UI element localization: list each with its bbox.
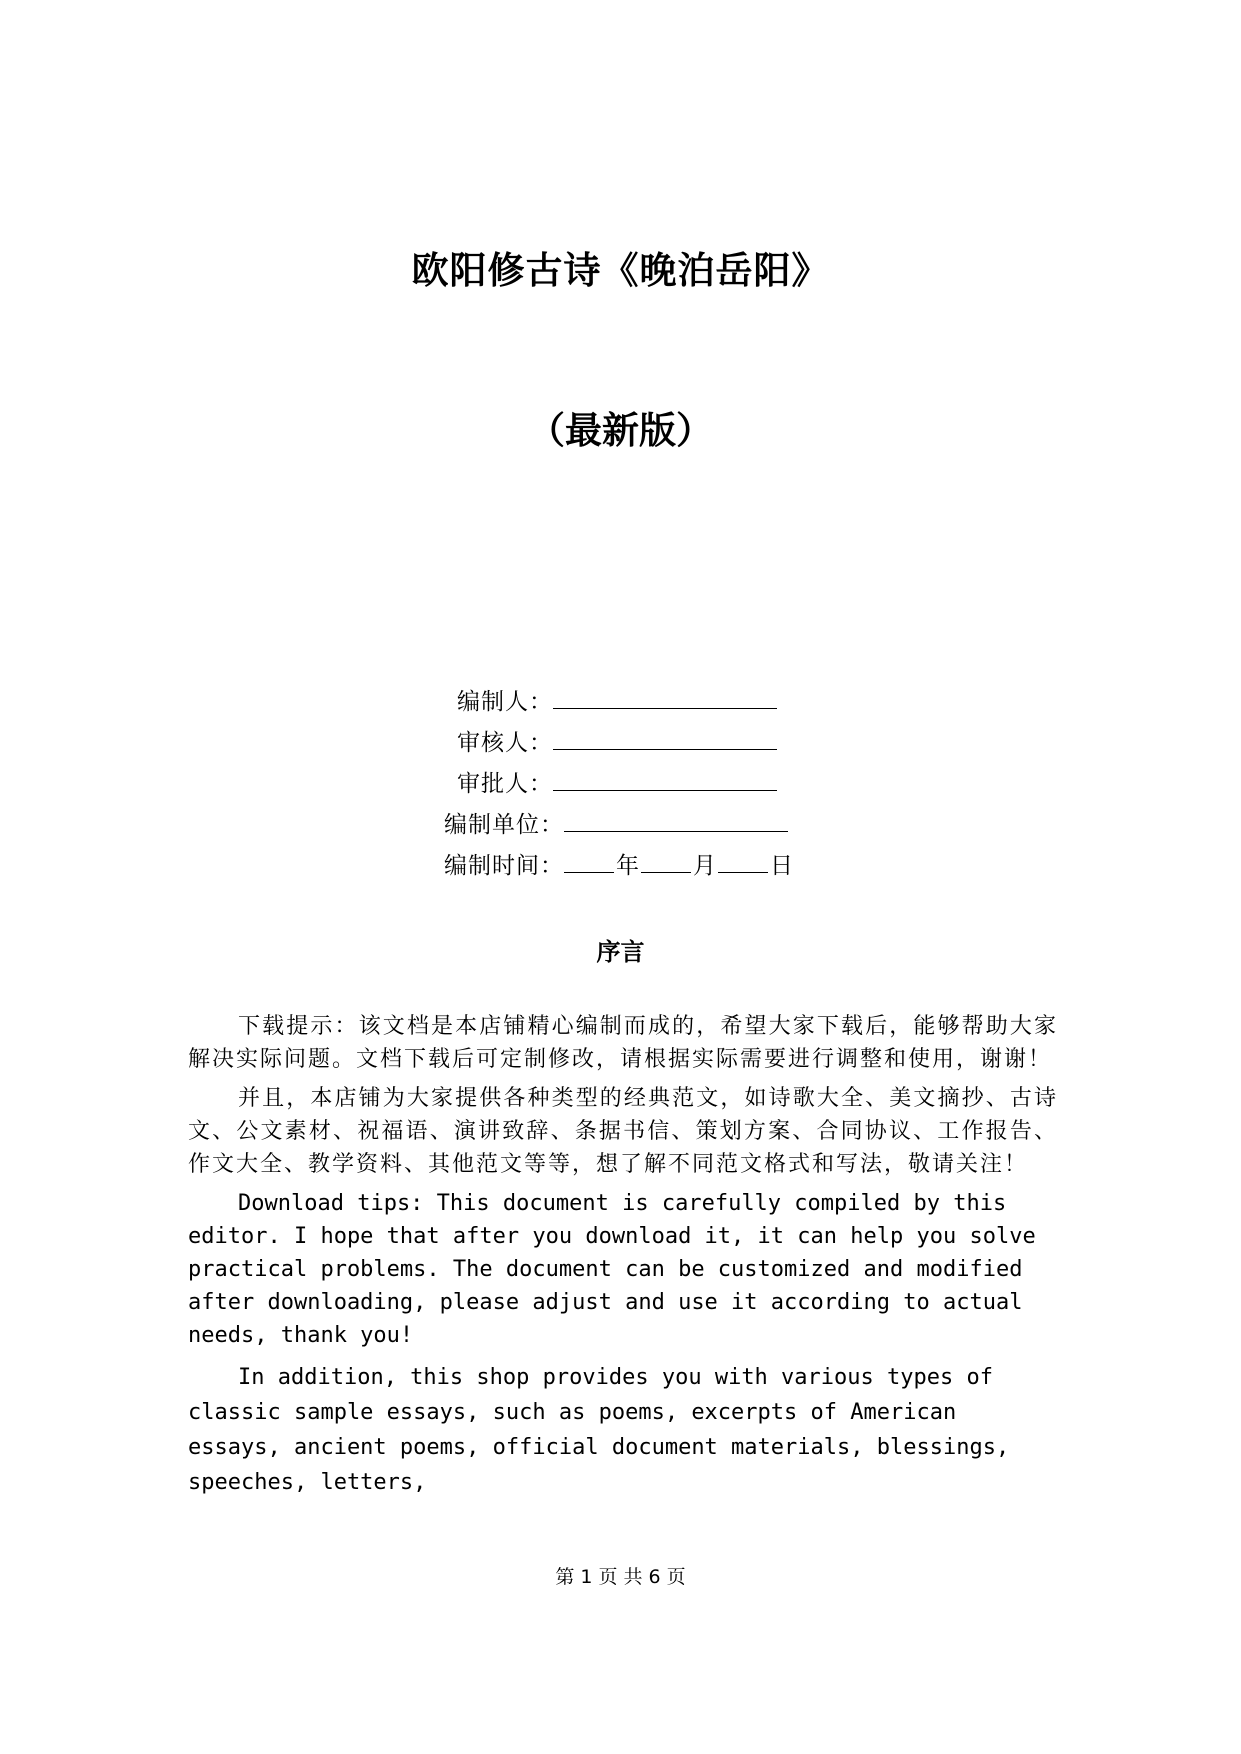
reviewer-blank[interactable] [553, 727, 777, 750]
preface-heading: 序言 [596, 938, 645, 966]
month-blank[interactable] [641, 850, 691, 873]
shop-intro-en: In addition, this shop provides you with various types of classic sample essays, such as poems, excerpts of American essays, ancient poems, official document materials, blessings, speeches, letters, [188, 1365, 1010, 1495]
preface-body [188, 1010, 1058, 1508]
month-unit: 月 [693, 853, 716, 879]
time-label: 编制时间： [444, 853, 564, 879]
document-title: 欧阳修古诗《晚泊岳阳》 [411, 249, 830, 292]
unit-blank[interactable] [564, 809, 788, 832]
compiler-label: 编制人： [457, 689, 553, 715]
download-tip-cn: 下载提示：该文档是本店铺精心编制而成的，希望大家下载后，能够帮助大家解决实际问题。文档下载后可定制修改，请根据实际需要进行调整和使用，谢谢！ [188, 1014, 1058, 1072]
approver-blank[interactable] [553, 768, 777, 791]
approver-label: 审批人： [457, 771, 553, 797]
reviewer-label: 审核人： [457, 730, 553, 756]
reviewer-row [444, 723, 884, 764]
page-footer: 第 1 页 共 6 页 [555, 1566, 686, 1588]
year-blank[interactable] [564, 850, 614, 873]
time-row [444, 846, 884, 887]
day-blank[interactable] [718, 850, 768, 873]
approver-row [444, 764, 884, 805]
unit-label: 编制单位： [444, 812, 564, 838]
day-unit: 日 [770, 853, 793, 879]
document-subtitle: （最新版） [528, 409, 713, 452]
shop-intro-cn: 并且，本店铺为大家提供各种类型的经典范文，如诗歌大全、美文摘抄、古诗文、公文素材、祝福语、演讲致辞、条据书信、策划方案、合同协议、工作报告、作文大全、教学资料、其他范文等等，想了解不同范文格式和写法，敬请关注！ [188, 1086, 1058, 1177]
approval-form [444, 682, 884, 887]
year-unit: 年 [616, 853, 639, 879]
download-tip-en: Download tips: This document is carefully compiled by this editor. I hope that after you download it, it can help you solve practical problems. The document can be customized and modified after downloading, please adjust and use it according to actual needs, thank you! [188, 1191, 1036, 1348]
compiler-row [444, 682, 884, 723]
compiler-blank[interactable] [553, 686, 777, 709]
unit-row [444, 805, 884, 846]
